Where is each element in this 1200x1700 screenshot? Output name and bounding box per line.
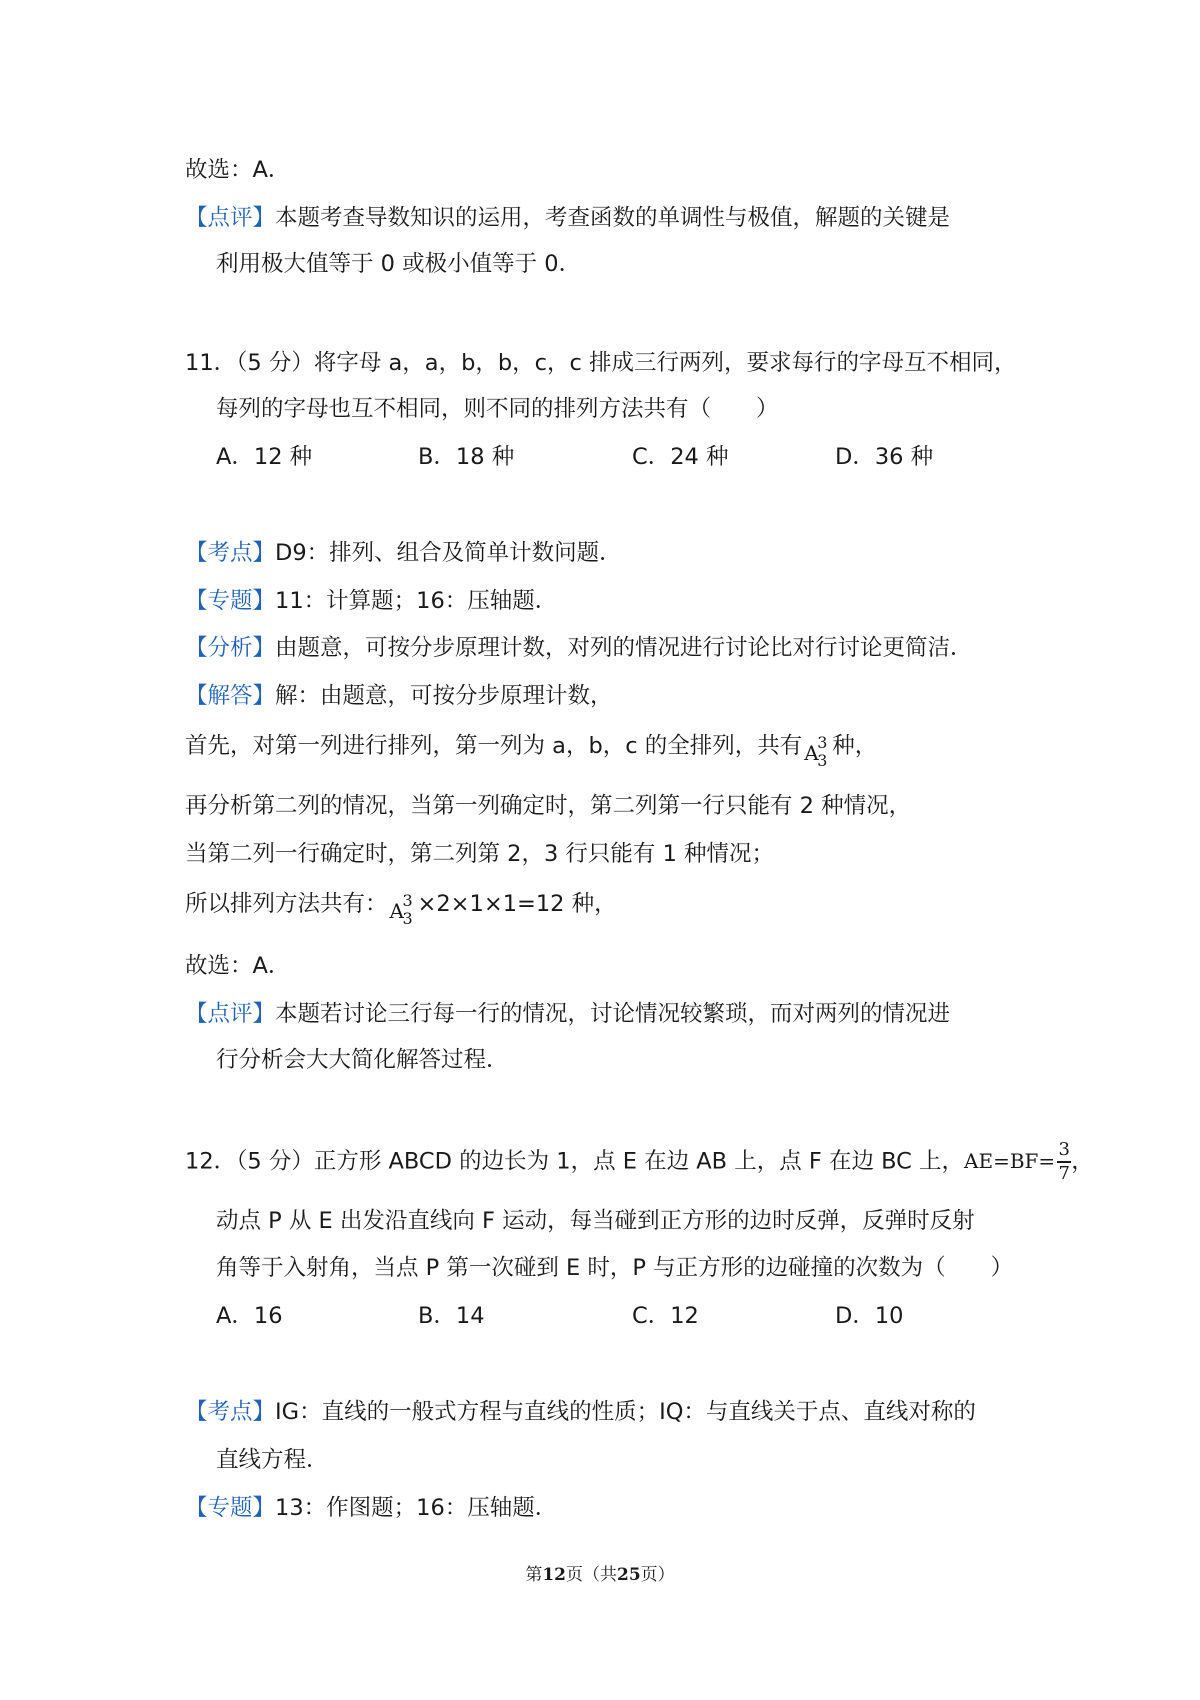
q12-fraction [1057, 1140, 1071, 1184]
fenxi-tag: 【分析】 [185, 635, 276, 661]
fraction-denominator: 7 [1058, 1162, 1070, 1184]
q12-option-a: A．16 [216, 1303, 283, 1329]
footer-pre: 第 [525, 1565, 543, 1585]
q11-jieda [185, 680, 613, 712]
step4-tail: ×2×1×1=12 种， [417, 891, 617, 917]
q11-solution-step-1 [185, 730, 878, 770]
page-number: 12 [542, 1565, 566, 1585]
q11-solution-step-2: 再分析第二列的情况，当第一列确定时，第二列第一行只能有 2 种情况， [185, 793, 912, 819]
jieda-tag: 【解答】 [185, 683, 276, 709]
perm-letter: A [389, 898, 404, 923]
footer-mid: 页（共 [566, 1565, 617, 1585]
q11-comment-line-1 [185, 998, 950, 1030]
answer-line: 故选：A． [185, 157, 291, 183]
perm-sub: 3 [817, 750, 828, 770]
zhuanti-tag: 【专题】 [185, 1495, 276, 1521]
fenxi-text: 由题意，可按分步原理计数，对列的情况进行讨论比对行讨论更简洁． [275, 635, 973, 661]
q12-stem-line-1 [185, 1140, 1094, 1184]
q11-comment-line-2: 行分析会大大简化解答过程． [216, 1047, 509, 1073]
comment-text: 本题若讨论三行每一行的情况，讨论情况较繁琐，而对两列的情况进 [275, 1001, 951, 1027]
comment-text: 本题考查导数知识的运用，考查函数的单调性与极值，解题的关键是 [275, 205, 951, 231]
q11-kaodian [185, 537, 622, 569]
perm-sup: 3 [402, 890, 413, 910]
kaodian-tag: 【考点】 [185, 540, 276, 566]
q11-zhuanti [185, 585, 557, 617]
kaodian-text: D9：排列、组合及简单计数问题． [275, 540, 622, 566]
q11-solution-step-3: 当第二列一行确定时，第二列第 2，3 行只能有 1 种情况； [185, 841, 775, 867]
q12-stem-line-2: 动点 P 从 E 出发沿直线向 F 运动，每当碰到正方形的边时反弹，反弹时反射 [216, 1208, 975, 1234]
perm-letter: A [804, 740, 819, 765]
jieda-text: 解：由题意，可按分步原理计数， [275, 683, 613, 709]
q11-stem-line-2: 每列的字母也互不相同，则不同的排列方法共有（ ） [216, 396, 779, 422]
step1-tail: 种， [832, 733, 878, 759]
zhuanti-text: 11：计算题；16：压轴题． [275, 588, 558, 614]
q11-fenxi [185, 632, 973, 664]
comment-line-1 [185, 202, 950, 234]
q11-option-d: D．36 种 [835, 444, 934, 470]
q12-stem-tail: ， [1071, 1148, 1094, 1175]
page-footer [0, 1560, 1200, 1585]
q12-kaodian-line-2: 直线方程． [216, 1447, 329, 1473]
kaodian-tag: 【考点】 [185, 1399, 276, 1425]
comment-line-2: 利用极大值等于 0 或极小值等于 0． [216, 251, 582, 277]
q12-equation: AE=BF= [964, 1149, 1056, 1174]
step1-text: 首先，对第一列进行排列，第一列为 a，b，c 的全排列，共有 [185, 733, 803, 759]
permutation-symbol-2 [388, 889, 418, 928]
zhuanti-tag: 【专题】 [185, 588, 276, 614]
perm-sup: 3 [817, 732, 828, 752]
total-pages: 25 [617, 1565, 641, 1585]
permutation-symbol [802, 731, 832, 770]
q12-option-b: B．14 [418, 1303, 485, 1329]
q11-option-c: C．24 种 [632, 444, 729, 470]
kaodian-text: IG：直线的一般式方程与直线的性质；IQ：与直线关于点、直线对称的 [275, 1399, 976, 1425]
fraction-numerator: 3 [1058, 1139, 1070, 1160]
footer-post: 页） [640, 1565, 675, 1585]
q12-kaodian-line-1 [185, 1396, 976, 1428]
q11-option-a: A．12 种 [216, 444, 313, 470]
q11-solution-step-4 [185, 888, 617, 928]
q12-option-c: C．12 [632, 1303, 699, 1329]
q11-answer: 故选：A． [185, 953, 291, 979]
q12-zhuanti [185, 1492, 557, 1524]
q12-stem-text: 12．（5 分）正方形 ABCD 的边长为 1，点 E 在边 AB 上，点 F 在边 BC 上， [185, 1148, 965, 1175]
step4-text: 所以排列方法共有： [185, 891, 388, 917]
comment-tag: 【点评】 [185, 205, 276, 231]
comment-tag: 【点评】 [185, 1001, 276, 1027]
q11-stem-line-1: 11．（5 分）将字母 a，a，b，b，c，c 排成三行两列，要求每行的字母互不相同， [185, 350, 1017, 376]
perm-sub: 3 [402, 908, 413, 928]
q12-stem-line-3: 角等于入射角，当点 P 第一次碰到 E 时，P 与正方形的边碰撞的次数为（ ） [216, 1255, 1014, 1281]
zhuanti-text: 13：作图题；16：压轴题． [275, 1495, 558, 1521]
q12-option-d: D．10 [835, 1303, 904, 1329]
q11-option-b: B．18 种 [418, 444, 515, 470]
